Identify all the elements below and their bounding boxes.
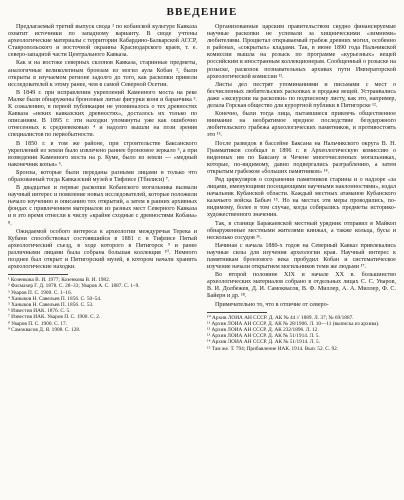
footnote: ⁴ Ханыков Н. Савельев П. 1856. С. 50–54. bbox=[8, 295, 102, 302]
right-paragraph: Организованные царским правительством скудно финансируемые научные раскопки не успевали за хищническими «зимними» любителями. Процветал открываемый грабеж древних могил, особенно в районах, «сокрытых» кладами. Так, в июне 1890 года Нальчикской комиссии вышла на розыск по программе «курьезных» вещей российским и иностранным коллекционерам. Сообщенный о розыске на розыске, раскопок познавательных архивах пути Императорской археологической комиссии ¹¹. bbox=[207, 24, 396, 80]
footnote: ⁵ Ханыков Н. Савельев П. 1856. С. 53. bbox=[8, 302, 94, 308]
right-paragraph: Начиная с начала 1880-х годов на Северный Кавказ привлекались научные силы для изучения археологии края. Научный интерес к памятникам бронзового века пробудил Кобан и систематическое изучение начали открытием могильников теми же людьми ¹⁷. bbox=[207, 242, 396, 271]
right-paragraph: Ряд циркуляров о сохранении памятников старины и о надзоре «за лицами, именующими посещающими научными наклонностями», издал начальник Кубанской области. Каждый местных атаманов Кубанского казачьего войска Бабыч ¹⁵. Но на местах эти меры проводились, по-видимому, более в том случае, когда собирались предметы историко-художественного значения. bbox=[207, 176, 396, 219]
footnote: ¹ Козенкова В. И. 1977; Козенкова В. И. 1982. bbox=[8, 277, 111, 284]
right-paragraph: Примечательно то, что в отличие от северо- bbox=[215, 301, 329, 308]
page-title: ВВЕДЕНИЕ bbox=[166, 6, 238, 18]
left-paragraph: Как и на востоке северных склонов Кавказа, старинные предметы, аналогичные великолепным бронзам из могил аула Кобан ², были открыты в изучаемом регионе задолго до того, как раскопки привели исследователей к этому ранее, чем в самой Северной Осетии. bbox=[8, 60, 197, 88]
footnote: ⁸ Уваров П. С. 1900. С. 17. bbox=[8, 320, 67, 327]
footnote: ³ Уваров П. С. 1900. С. 1–16. bbox=[8, 289, 72, 296]
right-paragraph: После разведок в бассейне Баксана на Нальчикского округа В. Н. Грамматиков сообщал в 1896 г. в Археологическую комиссию о виденных им по Баксану и Чечене многочисленных могильниках, которые, по-видимому, давно подвергались разграблению, а затем открытым грабежом «больших памятников» ¹⁴. bbox=[207, 140, 396, 175]
footnote: ² Фасмахер Г. Д. 1878. С. 28–33; Уваров А. С. 1887. С. 1–9. bbox=[8, 283, 140, 290]
right-paragraph: Листы дел пестрят упоминаниями и письмами с мест о бесчисленных любительских раскопках и продаже вещей. Устраивались даже «экскурсии на раскопки» по подписному листу, как это, например, делала Горская общество для курортной публики в Пятигорске ¹². bbox=[207, 81, 396, 110]
footnote-divider bbox=[8, 274, 68, 275]
footnote: ⁹ Самоквасов Д. Я. 1908. С. 128. bbox=[8, 326, 81, 333]
right-column bbox=[207, 24, 396, 352]
right-paragraph: Конечно, были тогда лица, пытавшиеся привлечь общественное внимание на необратимое вредное последствие безудержного любительского грабежа археологических памятников, и противостоять это ¹³. bbox=[207, 111, 396, 139]
footnote-divider bbox=[207, 312, 267, 313]
footnote: ¹⁴ Архив ЛОИА АН СССР. Д. АК № 51/1914. Л. 5. bbox=[207, 339, 320, 346]
right-paragraph: Так, в станице Баракаевской местный урядник отправил в Майкоп обнаруженные местными жителями кинжал, а также кольца, бусы и несколько сосудов ¹⁶. bbox=[207, 220, 396, 241]
footnote: ¹⁰ Архив ЛОИА АН СССР. Д. АК № 44 // 1889. Л. 37; № 69/1887. bbox=[207, 314, 354, 321]
right-paragraph: Во второй половине XIX и начале XX в. большинство археологических материалов собрано в отдельных лицах С. С. Уваров, В. И. Долбежев, Д. И. Самоквасов, В. Ф. Миллер, А. А. Миллер, Ф. С. Байерн и др. ¹⁸. bbox=[207, 272, 396, 300]
left-paragraph: Ожидаемой особого интереса к археологии междуречья Терека и Кубани способствовал состоявшийся в 1881 г. в Тифлисе Пятый археологический съезд, в ходе которого в Пятигорск ⁹ и ранее различными лицами была собрана большая коллекция ¹⁰. Немного позднее был открыт и Пятигорский музей, в котором начали хранить археологические находки. bbox=[8, 228, 197, 271]
left-paragraph: В 1850 г. в том же районе, при строительстве Баксанского укреплений из земли было извлечено раннее бронзовое зеркало ⁵, а при возведении Каменного моста на р. Куме, было из земли — «медный наконечник копья» ⁶. bbox=[8, 140, 197, 168]
left-paragraph: Бронзы, которые были переданы разными лицами в только что образованный тогда Кавказский музей в Тифлисе (Тбилиси) ⁷. bbox=[8, 169, 197, 183]
footnote: ⁶ Известия ИАК. 1876. С. 5. bbox=[8, 308, 71, 315]
left-paragraph: Предлагаемый третий выпуск свода ¹ по кобанской культуре Кавказа охватит источники по западному варианту. В своде учтены археологические материалы с территории Кабардино-Балкарской АССР, Ставропольского и восточной окраины Краснодарского краев, т. е. северо-западной части Центрального Кавказа. bbox=[8, 24, 197, 59]
left-column bbox=[8, 24, 197, 352]
footnote: ¹¹ Архив ЛОИА АН СССР. Д. АК № 28/1906. Л. 10—11 (выписка из архива). bbox=[207, 320, 380, 327]
footnote: ¹² Архив ЛОИА АН СССР. Д. АК 232/1896. Л. 12. bbox=[207, 327, 319, 334]
left-paragraph: В двадцатые и первые раскопки Кобанского могильника вызвали научный интерес и появление новых исследователей, которые положили начало изучению и описанию тех открытий, а затем в ранних архивных фондах с привлечением материалов из разных мест Северного Кавказа и в это время отнесли к числу «крайне сходные с древностями Кобана» ⁸. bbox=[8, 185, 197, 227]
left-paragraph: В 1849 г. при исправлении укреплений Каменного моста на реке Малке были обнаружены бронзовые литые фигурки коня и баранчика ³. К сожалению, в первой публикации не упоминалось о тех древностях Кавказа «неких кавказских древностях», досталось их только по описаниям. В 1895 г. эти находки упомянуты уже как ошибочно отнесенных к средневековью ⁴ и надолго вышли на пози зрения специалистов по первобытности. bbox=[8, 89, 197, 139]
footnote: ¹³ Архив ЛОИА АН СССР. Д. АК № 51/1914. Л. 5. bbox=[207, 333, 320, 340]
columns bbox=[8, 24, 396, 352]
footnote: ⁷ Известия ИАК. Уваров П. С. 1900. С. 2. bbox=[8, 314, 101, 321]
footnote: ¹⁵ Там же. Т. 794; Прибавление ИАК. 1914. Вып. 52. С. 92. bbox=[207, 345, 339, 352]
